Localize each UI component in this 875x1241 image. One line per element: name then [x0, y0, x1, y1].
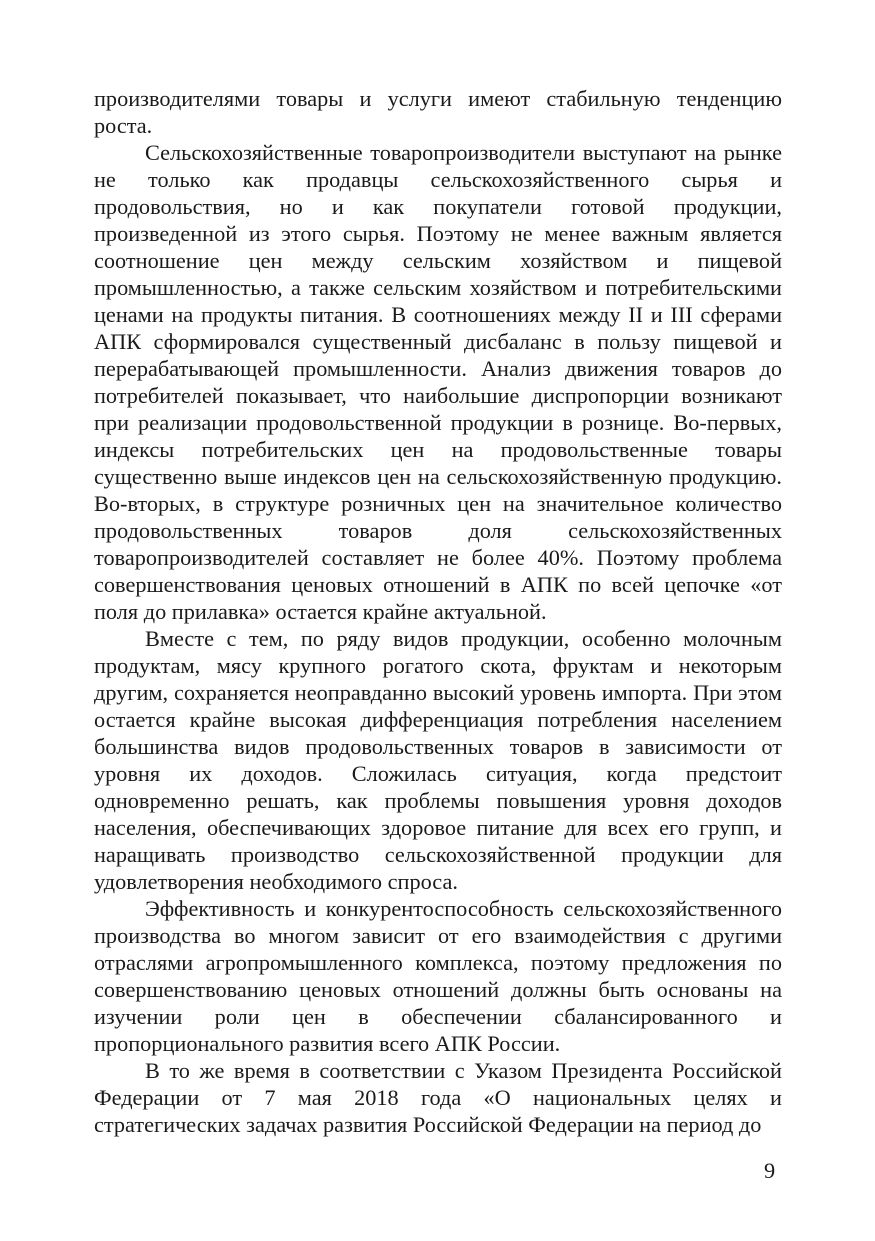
paragraph-efficiency: Эффективность и конкурентоспособность сельскохозяйственного производства во многом зависит от его взаимодействия с другими отраслями агропромышленного комплекса, поэтому предложения по совершенствованию ценовых отношений должны быть основаны на изучении роли цен в обеспечении сбалансированного и пропорционального развития всего АПК России. — [94, 896, 782, 1056]
paragraph-continuation: производителями товары и услуги имеют стабильную тенденцию роста. — [94, 86, 782, 138]
paragraph-producers: Сельскохозяйственные товаропроизводители выступают на рынке не только как продавцы сельскохозяйственного сырья и продовольствия, но и как покупатели готовой продукции, произведенной из этого сырья. Поэтому не менее важным является соотношение цен между сельским хозяйством и пищевой промышленностью, а также сельским хозяйством и потребительскими ценами на продукты питания. В соотношениях между II и III сферами АПК сформировался существенный дисбаланс в пользу пищевой и перерабатывающей промышленности. Анализ движения товаров до потребителей показывает, что наибольшие диспропорции возникают при реализации продовольственной продукции в рознице. Во-первых, индексы потребительских цен на продовольственные товары существенно выше индексов цен на сельскохозяйственную продукцию. Во-вторых, в структуре розничных цен на значительное количество продовольственных товаров доля сельскохозяйственных товаропроизводителей составляет не более 40%. Поэтому проблема совершенствования ценовых отношений в АПК по всей цепочке «от поля до прилавка» остается крайне актуальной. — [94, 140, 782, 624]
body-text — [94, 85, 782, 1138]
paragraph-decree: В то же время в соответствии с Указом Президента Российской Федерации от 7 мая 2018 года «О национальных целях и стратегических задачах развития Российской Федерации на период до — [94, 1058, 782, 1137]
page-number: 9 — [764, 1158, 776, 1183]
paragraph-imports: Вместе с тем, по ряду видов продукции, особенно молочным продуктам, мясу крупного рогатого скота, фруктам и некоторым другим, сохраняется неоправданно высокий уровень импорта. При этом остается крайне высокая дифференциация потребления населением большинства видов продовольственных товаров в зависимости от уровня их доходов. Сложилась ситуация, когда предстоит одновременно решать, как проблемы повышения уровня доходов населения, обеспечивающих здоровое питание для всех его групп, и наращивать производство сельскохозяйственной продукции для удовлетворения необходимого спроса. — [94, 626, 782, 894]
